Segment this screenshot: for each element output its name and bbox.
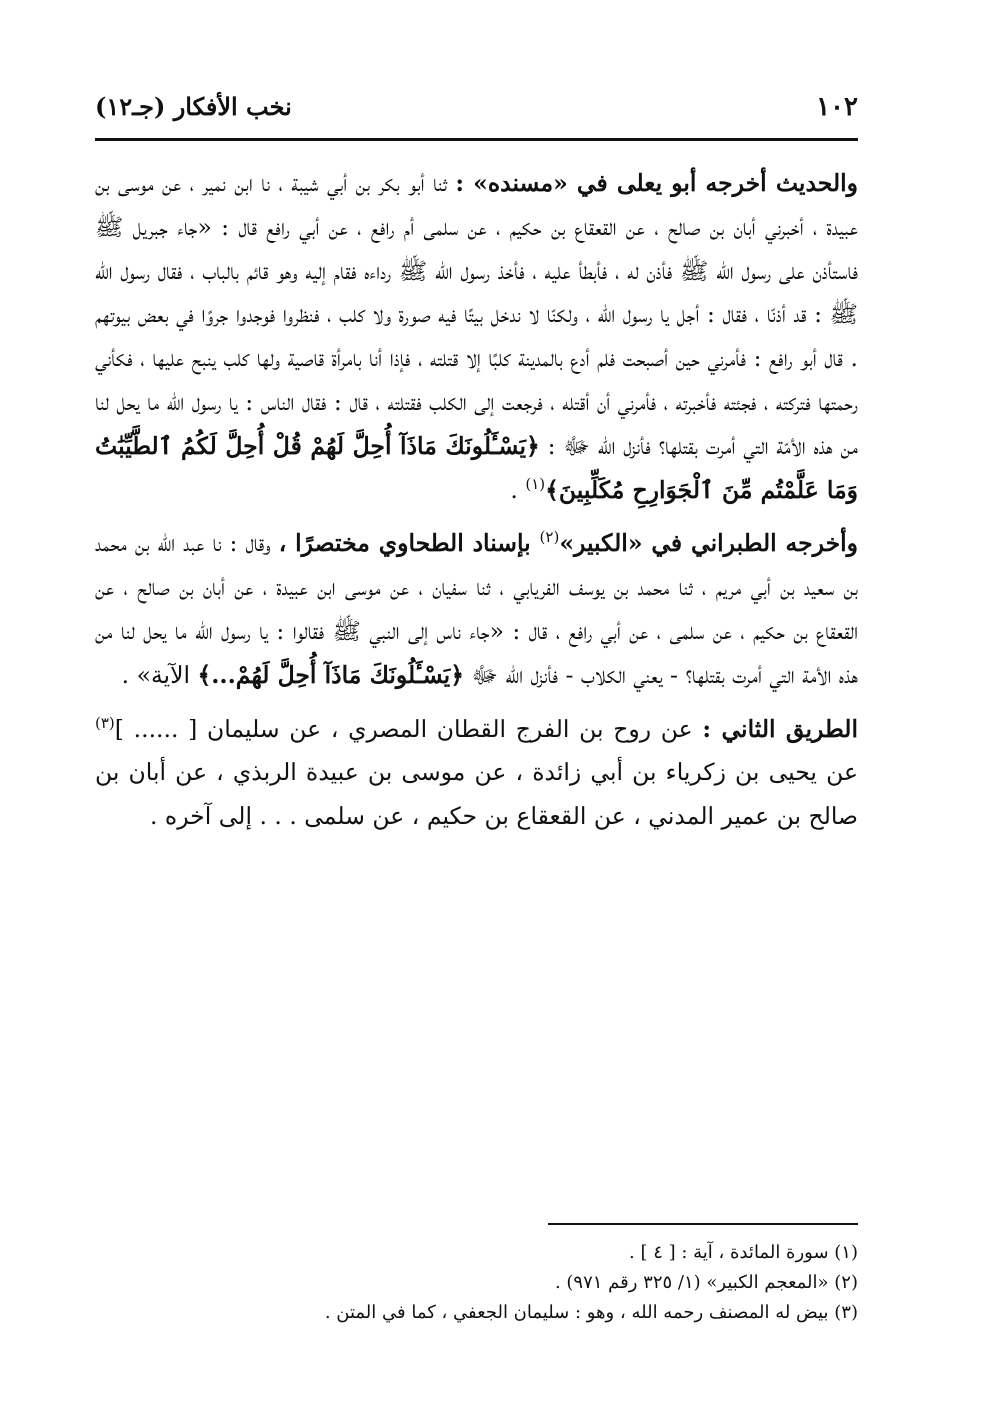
paragraph-tail: .: [510, 475, 526, 504]
book-title: نخب الأفكار (جـ١٢): [95, 92, 292, 121]
paragraph-lead: وأخرجه الطبراني في «الكبير»: [559, 529, 858, 558]
paragraph-second-route: [95, 708, 858, 839]
page-header: [95, 92, 858, 128]
paragraph-text: ثنا أبو بكر بن أبي شيبة ، نا ابن نمير ، عن موسى بن عبيدة ، أخبرني أبان بن صالح ، عن القعقاع بن حكيم ، عن سلمى أم رافع ، عن أبي رافع قال : «جاء جبريل ﷺ فاستأذن على رسول الله ﷺ فأذن له ، فأبطأ عليه ، فأخذ رسول الله ﷺ رداءه فقام إليه وهو قائم بالباب ، فقال رسول الله ﷺ : قد أذنّا ، فقال : أجل يا رسول الله ، ولكنّا لا ندخل بيتًا فيه صورة ولا كلب ، فنظروا فوجدوا جروًا في بعض بيوتهم . قال أبو رافع : فأمرني حين أصبحت فلم أدع بالمدينة كلبًا إلا قتلته ، فإذا أنا بامرأة قاصية ولها كلب ينبح عليها ، فكأني رحمتها فتركته ، فجئته فأخبرته ، فأمرني أن أقتله ، فرجعت إلى الكلب فقتلته ، قال : فقال الناس : يا رسول الله ما يحل لنا من هذه الأمّة التي أمرت بقتلها؟ فأنزل الله ﷻ :: [95, 169, 858, 460]
footnote-divider: [548, 1223, 858, 1225]
paragraph-tail: عن يحيى بن زكرياء بن أبي زائدة ، عن موسى بن عبيدة الربذي ، عن أبان بن صالح بن عمير المدني ، عن القعقاع بن حكيم ، عن سلمى . . . إلى آخره .: [95, 758, 858, 831]
footnote-reference: (١): [525, 474, 546, 493]
quran-quote: ﴿يَسْـَٔلُونَكَ مَاذَآ أُحِلَّ لَهُمْ قُلْ أُحِلَّ لَكُمُ ٱلطَّيِّبَٰتُ وَمَا عَلَّمْتُم مِّنَ ٱلْجَوَارِحِ مُكَلِّبِينَ﴾: [95, 431, 858, 504]
footnote-1: (١) سورة المائدة ، آية : [ ٤ ] .: [629, 1242, 858, 1263]
footnote-reference: (٣): [95, 713, 115, 732]
paragraph-abu-yala: [95, 162, 858, 512]
paragraph-text: عن روح بن الفرج القطان المصري ، عن سليمان [ ...... ]: [114, 714, 703, 743]
page-number: ١٠٢: [816, 92, 858, 122]
main-text: [95, 162, 858, 849]
paragraph-lead-continued: بإسناد الطحاوي مختصرًا ،: [278, 529, 540, 558]
paragraph-lead: والحديث أخرجه أبو يعلى في «مسنده» :: [455, 169, 858, 197]
document-page: [95, 0, 858, 1417]
header-divider: [95, 138, 858, 141]
paragraph-lead: الطريق الثاني :: [702, 714, 858, 743]
paragraph-text: وقال : نا عبد الله بن محمد بن سعيد بن أبي مريم ، ثنا محمد بن يوسف الفريابي ، ثنا سفيان ، عن موسى ابن عبيدة ، عن أبان بن صالح ، عن القعقاع بن حكيم ، عن سلمى ، عن أبي رافع ، قال : «جاء ناس إلى النبي ﷺ فقالوا : يا رسول الله ما يحل لنا من هذه الأمة التي أمرت بقتلها؟ - يعني الكلاب - فأنزل الله ﷻ: [95, 529, 858, 689]
footnote-reference: (٢): [539, 528, 560, 547]
paragraph-tabarani: [95, 522, 858, 697]
quran-quote: ﴿يَسْـَٔلُونَكَ مَاذَآ أُحِلَّ لَهُمْ...﴾: [197, 660, 464, 689]
footnote-3: (٣) بيض له المصنف رحمه الله ، وهو : سليمان الجعفي ، كما في المتن .: [324, 1302, 858, 1323]
footnotes: [95, 1238, 858, 1328]
footnote-2: (٢) «المعجم الكبير» (١/ ٣٢٥ رقم ٩٧١) .: [554, 1272, 858, 1293]
paragraph-tail: الآية» .: [121, 660, 198, 689]
